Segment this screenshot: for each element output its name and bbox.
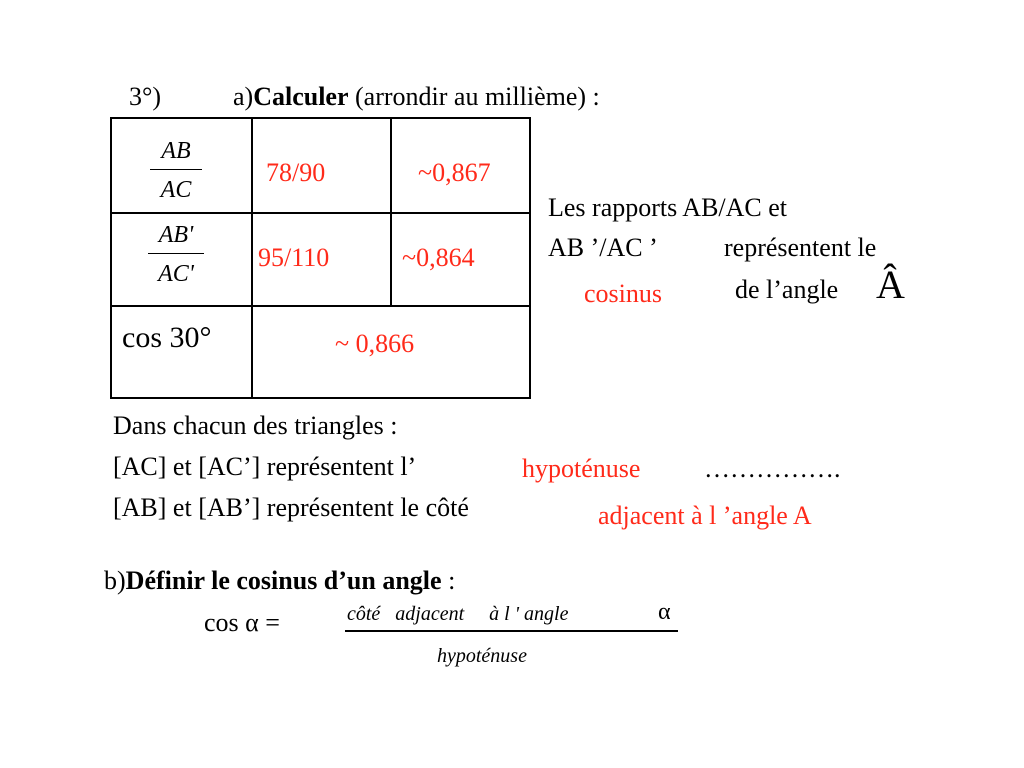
triangles-answer1: hypoténuse [522, 454, 641, 483]
definition-denominator: hypoténuse [437, 645, 527, 667]
heading-bold: Calculer [253, 82, 349, 111]
triangles-answer2: adjacent à l ’angle A [598, 501, 812, 530]
angle-a-hat: Â [876, 262, 905, 307]
definition-heading [104, 568, 455, 594]
fraction-abprime-acprime [148, 223, 204, 286]
definition-rest: : [441, 566, 456, 595]
row2-fraction-value: 95/110 [258, 243, 330, 272]
table-row-divider-2 [112, 305, 529, 307]
side-note-line2b: représentent le [724, 233, 877, 262]
triangles-dots: ……………. [704, 454, 841, 483]
row3-label: cos 30° [122, 321, 212, 354]
fraction-bar [148, 253, 204, 254]
row1-decimal-value: ~0,867 [418, 158, 491, 187]
side-note-line3: de l’angle [735, 275, 839, 304]
heading-rest: (arrondir au millième) : [348, 82, 600, 111]
side-note-answer: cosinus [584, 279, 662, 308]
fraction-ab-ac [150, 139, 202, 202]
definition-fraction-bar [345, 630, 678, 632]
triangles-line2: [AB] et [AB’] représentent le côté [113, 493, 469, 522]
fraction-bar [150, 169, 202, 170]
side-note-line2a: AB ’/AC ’ [548, 233, 658, 262]
row3-value: ~ 0,866 [335, 329, 415, 358]
triangles-line1: [AC] et [AC’] représentent l’ [113, 452, 417, 481]
heading-number: 3°) [129, 82, 162, 111]
table-col-divider-1 [251, 119, 253, 397]
table-row-divider-1 [112, 212, 529, 214]
fraction-denominator: AC [160, 177, 192, 203]
alpha-symbol: α [658, 599, 671, 625]
definition-prefix: b) [104, 566, 126, 595]
heading [233, 84, 600, 110]
fraction-numerator: AB [161, 138, 191, 164]
fraction-numerator: AB' [158, 222, 194, 248]
definition-bold: Définir le cosinus d’un angle [125, 566, 442, 595]
row1-fraction-value: 78/90 [266, 158, 326, 187]
row2-decimal-value: ~0,864 [402, 243, 475, 272]
side-note-line1: Les rapports AB/AC et [548, 193, 788, 222]
definition-numerator: côté adjacent à l ' angle [347, 603, 569, 625]
fraction-denominator: AC' [158, 261, 194, 287]
cos-alpha-lhs: cos α = [204, 608, 280, 637]
heading-prefix: a) [233, 82, 254, 111]
triangles-intro: Dans chacun des triangles : [113, 411, 398, 440]
